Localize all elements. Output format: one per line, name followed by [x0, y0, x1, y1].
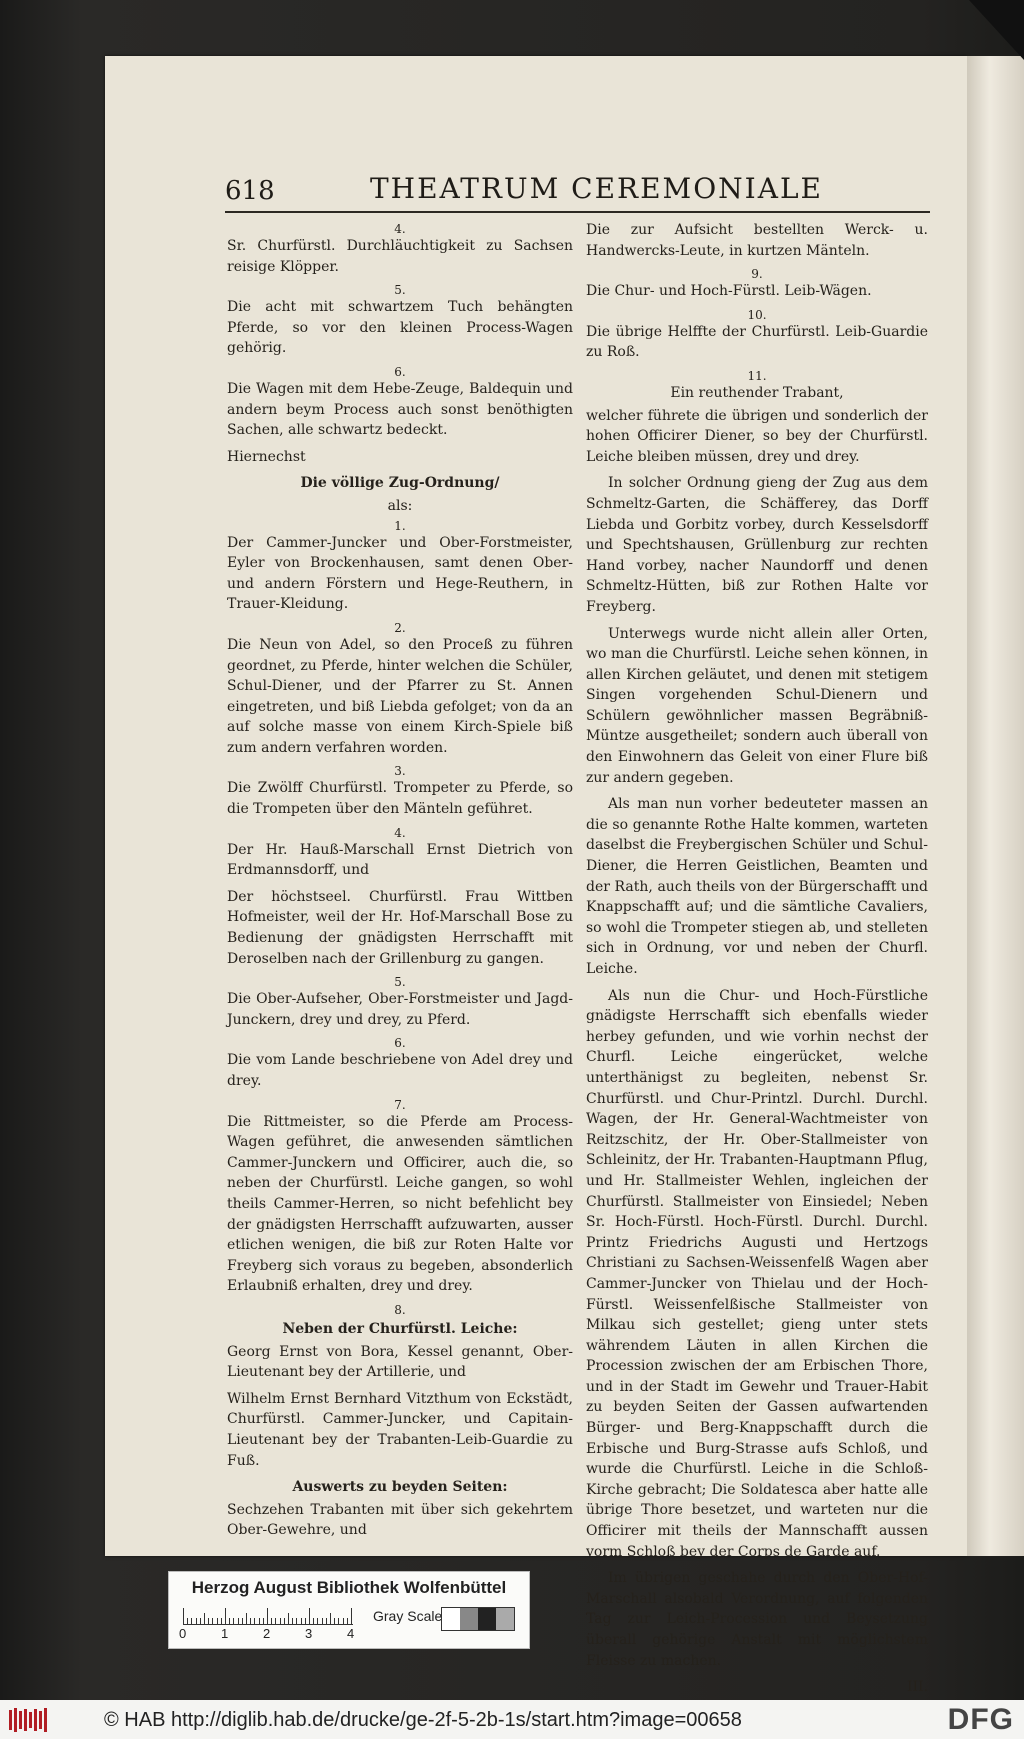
ruler-label: 4: [347, 1626, 355, 1641]
ruler-tick: [238, 1618, 239, 1624]
ruler-tick: [196, 1618, 197, 1624]
paragraph: Im übrigen geschahe durch den Ober-Hof-Marschall alsobald Verordnung, auf folgenden Tag zur Leich-Procession und Beysetzung überall gehörige Anstalt mit möglichstem Fleisse zu machen.: [586, 1570, 928, 1669]
ruler-tick: [250, 1618, 251, 1624]
item-number: 2.: [394, 620, 406, 635]
ruler-tick: [330, 1613, 331, 1624]
ruler-tick: [200, 1618, 201, 1624]
library-name: Herzog August Bibliothek Wolfenbüttel: [191, 1578, 507, 1597]
item-number: 6.: [394, 364, 406, 379]
item-number: 5.: [394, 975, 406, 990]
paragraph: Hiernechst: [227, 448, 306, 465]
ruler-tick: [317, 1618, 318, 1624]
item-number: 9.: [751, 267, 763, 282]
right-text-column: [586, 220, 928, 1698]
ruler-tick: [217, 1618, 218, 1624]
ruler-tick: [208, 1618, 209, 1624]
ruler-tick: [221, 1618, 222, 1624]
ruler-tick: [233, 1618, 234, 1624]
subheading: als:: [387, 497, 413, 514]
paragraph: Der Hr. Hauß-Marschall Ernst Dietrich von Erdmannsdorff, und: [227, 841, 573, 879]
header-rule: [225, 211, 930, 213]
paragraph: Der Cammer-Juncker und Ober-Forstmeister, Eyler von Brockenhausen, samt denen Ober- und andern Förstern und Hege-Reuthern, in Trauer-Kleidung.: [227, 534, 573, 613]
catchword: III.: [906, 1679, 928, 1696]
paragraph: Die Ober-Aufseher, Ober-Forstmeister und Jagd-Junckern, drey und drey, zu Pferd.: [227, 991, 573, 1028]
facing-page-edge: [967, 56, 1024, 1556]
paragraph: Die Zwölff Churfürstl. Trompeter zu Pferde, so die Trompeten über den Mänteln geführet.: [227, 780, 573, 818]
item-number: 4.: [394, 825, 406, 840]
paragraph: Die Chur- und Hoch-Fürstl. Leib-Wägen.: [586, 283, 872, 300]
ruler-tick: [301, 1618, 302, 1624]
ruler-tick: [296, 1618, 297, 1624]
paragraph: Der höchstseel. Churfürstl. Frau Wittben Hofmeister, weil der Hr. Hof-Marschall Bose zu Bedienung der gnädigsten Herrschafft mit Deroselben nach der Grillenburg zu gangen.: [227, 888, 573, 967]
paragraph: Sr. Churfürstl. Durchläuchtigkeit zu Sachsen reisige Klöpper.: [227, 238, 573, 275]
ruler-tick: [225, 1608, 226, 1624]
paragraph: Sechzehen Trabanten mit über sich gekehrtem Ober-Gewehre, und: [227, 1501, 573, 1539]
paragraph: In solcher Ordnung gieng der Zug aus dem Schmeltz-Garten, die Schäfferey, das Dorff Liebda und Gorbitz vorbey, durch Kesselsdorff und Spechtshausen, Grüllenburg zur rechten Hand vorbey, nacher Naundorff und denen Schmeltz-Hütten, biß zur Rothen Halte vor Freyberg.: [586, 475, 928, 615]
left-text-column: [227, 220, 573, 1547]
paragraph: welcher führete die übrigen und sonderlich der hohen Officirer Diener, so bey der Churfürstl. Leiche bleiben müssen, drey und drey.: [586, 407, 928, 465]
ruler-tick: [284, 1618, 285, 1624]
running-head: THEATRUM CEREMONIALE: [370, 172, 823, 205]
ruler-tick: [338, 1618, 339, 1624]
dfg-logo: DFG: [947, 1703, 1014, 1736]
ruler-tick: [305, 1618, 306, 1624]
paragraph: Als man nun vorher bedeuteter massen an die so genannte Rothe Halte kommen, warteten daselbst die Freybergischen Schüler und Schul-Diener, die Herren Geistlichen, Beamten und der Rath, auch theils von der Bürgerschafft und Knappschafft auf; und die sämtliche Cavaliers, so wohl die Trompeter stiegen ab, und stelleten sich in Ordnung, vor und neben der Churfl. Leiche.: [586, 796, 928, 977]
page-header: [225, 172, 930, 212]
item-number: 4.: [394, 222, 406, 236]
ruler-tick: [271, 1618, 272, 1624]
item-number: 7.: [394, 1097, 406, 1112]
ruler-tick: [204, 1613, 205, 1624]
paragraph: Die vom Lande beschriebene von Adel drey und drey.: [227, 1052, 573, 1089]
item-number: 8.: [394, 1302, 406, 1317]
item-number: 10.: [747, 307, 767, 322]
ruler-label: 1: [221, 1626, 229, 1641]
gray-scale-bar: [441, 1607, 515, 1631]
ruler-tick: [191, 1618, 192, 1624]
ruler-tick: [229, 1618, 230, 1624]
ruler-tick: [259, 1618, 260, 1624]
item-number: 3.: [394, 764, 406, 779]
page-number: 618: [225, 176, 275, 206]
ruler-tick: [254, 1618, 255, 1624]
ruler-tick: [183, 1608, 184, 1624]
dark-corner: [969, 0, 1024, 60]
paragraph: Die Wagen mit dem Hebe-Zeuge, Baldequin und andern beym Process auch sonst benöthigten Sachen, alle schwartz bedeckt.: [227, 380, 573, 439]
ruler-tick: [275, 1618, 276, 1624]
paragraph: Unterwegs wurde nicht allein aller Orten, wo man die Churfürstl. Leiche sehen können, in allen Kirchen geläutet, und denen mit stetigem Singen vorgehenden Schul-Dienern und Schülern gewöhnlicher massen Begräbniß-Müntze ausgetheilet; sondern auch überall von den Einwohnern das Geleit von einer Flure biß zur andern gegeben.: [586, 625, 928, 786]
ruler-tick: [322, 1618, 323, 1624]
item-number: 5.: [394, 283, 406, 298]
ruler-tick: [187, 1618, 188, 1624]
section-heading: Die völlige Zug-Ordnung/: [300, 475, 500, 492]
ruler-tick: [267, 1608, 268, 1624]
paragraph: Die zur Aufsicht bestellten Werck- u. Handwercks-Leute, in kurtzen Mänteln.: [586, 222, 928, 259]
ruler-tick: [280, 1618, 281, 1624]
paragraph: Die Rittmeister, so die Pferde am Process-Wagen geführet, die anwesenden sämtlichen Cammer-Junckern und Officirer, auch die, so neben der Churfürstl. Leiche gangen, so wohl theils Cammer-Herren, so nicht befehlicht bey der gnädigsten Herrschafft aufzuwarten, ausser etlichen wenigen, die biß zur Roten Halte vor Freyberg sich voraus zu begeben, absonderlich Erlaubniß erhalten, drey und drey.: [227, 1113, 573, 1295]
ruler-tick: [313, 1618, 314, 1624]
hab-logo-icon: [8, 1707, 50, 1733]
copyright-url[interactable]: © HAB http://diglib.hab.de/drucke/ge-2f-5-2b-1s/start.htm?image=00658: [104, 1709, 742, 1731]
paragraph: Georg Ernst von Bora, Kessel genannt, Ober-Lieutenant bey der Artillerie, und: [227, 1343, 573, 1381]
paragraph: Als nun die Chur- und Hoch-Fürstliche gnädigste Herrschafft sich ebenfalls wieder herbey gefunden, und wie vorhin nechst der Churfl. Leiche eingerücket, welche unterthänigst zu begleiten, nebenst Sr. Churfürstl. und Chur-Printzl. Durchl. Durchl. Wagen, der Hr. General-Wachtmeister von Reitzschitz, der Hr. Ober-Stallmeister von Schleinitz, der Hr. Trabanten-Hauptmann Pflug, und Hr. Stallmeister Wehlen, ingleichen der Churfürstl. Stallmeister von Einsiedel; Neben Sr. Hoch-Fürstl. Hoch-Fürstl. Durchl. Durchl. Printz Friedrichs Augusti und Hertzogs Christiani zu Sachsen-Weissenfelß Wagen aber Cammer-Juncker von Thielau und der Hoch-Fürstl. Weissenfelßische Stallmeister von Milkau sich gestellet; gieng unter stets währendem Läuten in allen Kirchen die Procession zwischen der am Erbischen Thore, und in der Stadt im Gewehr und Trauer-Habit zu beyden Seiten der Gassen aufwartenden Bürger- und Berg-Knappschafft durch die Erbische und Burg-Strasse aufs Schloß, und wurde die Churfürstl. Leiche in die Schloß-Kirche gebracht; Die Soldatesca aber hatte alle übrige Thore besetzet, und warteten nur die Officirer mit theils der Mannschafft aussen vorm Schloß bey der Corps de Garde auf.: [586, 987, 928, 1560]
ruler-tick: [246, 1613, 247, 1624]
footer-bar: [0, 1700, 1024, 1739]
section-heading: Auswerts zu beyden Seiten:: [292, 1479, 508, 1496]
ruler-tick: [263, 1618, 264, 1624]
subheading: Ein reuthender Trabant,: [670, 384, 844, 401]
ruler-tick: [343, 1618, 344, 1624]
ruler-tick: [351, 1608, 352, 1624]
ruler-tick: [242, 1618, 243, 1624]
library-color-card: [168, 1571, 530, 1649]
ruler-label: 0: [179, 1626, 187, 1641]
paragraph: Die acht mit schwartzem Tuch behängten Pferde, so vor den kleinen Process-Wagen gehörig.: [227, 299, 573, 357]
item-number: 11.: [747, 368, 767, 383]
ruler-label: 2: [263, 1626, 271, 1641]
scale-ruler: [183, 1608, 353, 1625]
item-number: 6.: [394, 1036, 406, 1051]
gray-scale-label: Gray Scale: [373, 1608, 443, 1624]
ruler-label: 3: [305, 1626, 313, 1641]
ruler-tick: [334, 1618, 335, 1624]
paragraph: Die übrige Helffte der Churfürstl. Leib-Guardie zu Roß.: [586, 323, 928, 361]
ruler-tick: [326, 1618, 327, 1624]
paragraph: Die Neun von Adel, so den Proceß zu führen geordnet, zu Pferde, hinter welchen die Schüler, Schul-Diener, und der Pfarrer zu St. Annen eingetreten, und biß Liebda gefolget; von da an auf solche masse von einem Kirch-Spiele biß zum andern verfahren worden.: [227, 636, 573, 756]
ruler-tick: [292, 1618, 293, 1624]
ruler-tick: [288, 1613, 289, 1624]
ruler-tick: [309, 1608, 310, 1624]
ruler-tick: [347, 1618, 348, 1624]
paragraph: Wilhelm Ernst Bernhard Vitzthum von Eckstädt, Churfürstl. Cammer-Juncker, und Capitain-Lieutenant bey der Trabanten-Leib-Guardie zu Fuß.: [227, 1390, 573, 1469]
section-heading: Neben der Churfürstl. Leiche:: [282, 1320, 518, 1337]
ruler-tick: [212, 1618, 213, 1624]
item-number: 1.: [394, 518, 406, 533]
